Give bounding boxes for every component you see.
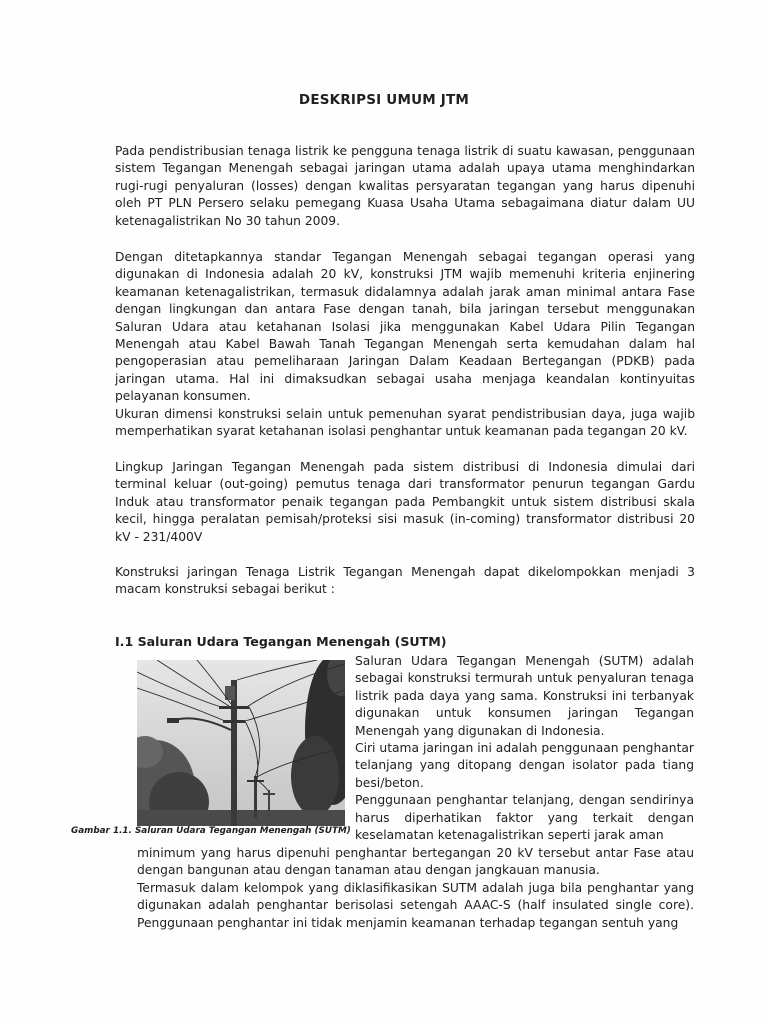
sutm-photo bbox=[137, 660, 345, 826]
side-paragraph-1: Saluran Udara Tegangan Menengah (SUTM) adalah sebagai konstruksi termurah untuk penyaluran tenaga listrik pada daya yang sama. Konstruksi ini terbanyak digunakan untuk konsumen jaringan Tegangan Menengah yang digunakan di Indonesia. bbox=[355, 654, 694, 738]
paragraph-3: Ukuran dimensi konstruksi selain untuk pemenuhan syarat pendistribusian daya, juga wajib memperhatikan syarat ketahanan isolasi penghantar untuk keamanan pada tegangan 20 kV. bbox=[115, 407, 695, 439]
body-paragraph-2: Termasuk dalam kelompok yang diklasifikasikan SUTM adalah juga bila penghantar yang digunakan adalah penghantar berisolasi setengah AAAC-S (half insulated single core). Penggunaan penghantar ini tidak menjamin keamanan terhadap tegangan sentuh yang bbox=[137, 880, 694, 930]
side-paragraph-3: Penggunaan penghantar telanjang, dengan sendirinya harus diperhatikan faktor yang terkait dengan keselamatan ketenagalistrikan seperti jarak aman bbox=[355, 793, 694, 843]
section-heading: I.1 Saluran Udara Tegangan Menengah (SUTM) bbox=[115, 634, 447, 649]
side-paragraph-2: Ciri utama jaringan ini adalah penggunaan penghantar telanjang yang ditopang dengan isolator pada tiang besi/beton. bbox=[355, 741, 694, 790]
body-paragraph-1: minimum yang harus dipenuhi penghantar bertegangan 20 kV tersebut antar Fase atau dengan bangunan atau dengan tanaman atau dengan jangkauan manusia. bbox=[137, 846, 694, 878]
figure-caption: Gambar 1.1. Saluran Udara Tegangan Menengah (SUTM) bbox=[71, 826, 351, 836]
section-body-text bbox=[137, 845, 694, 932]
paragraph-4: Lingkup Jaringan Tegangan Menengah pada sistem distribusi di Indonesia dimulai dari terminal keluar (out-going) pemutus tenaga dari transformator penurun tegangan Gardu Induk atau transformator penaik tegangan pada Pembangkit untuk sistem distribusi skala kecil, hingga peralatan pemisah/proteksi sisi masuk (in-coming) transformator distribusi 20 kV - 231/400V bbox=[115, 460, 695, 544]
paragraph-5: Konstruksi jaringan Tenaga Listrik Tegangan Menengah dapat dikelompokkan menjadi 3 macam konstruksi sebagai berikut : bbox=[115, 565, 695, 597]
paragraph-1: Pada pendistribusian tenaga listrik ke pengguna tenaga listrik di suatu kawasan, penggunaan sistem Tegangan Menengah sebagai jaringan utama adalah upaya utama menghindarkan rugi-rugi penyaluran (losses) dengan kwalitas persyaratan tegangan yang harus dipenuhi oleh PT PLN Persero selaku pemegang Kuasa Usaha Utama sebagaimana diatur dalam UU ketenagalistrikan No 30 tahun 2009. bbox=[115, 144, 695, 228]
section-side-text bbox=[355, 653, 694, 844]
paragraph-2: Dengan ditetapkannya standar Tegangan Menengah sebagai tegangan operasi yang digunakan di Indonesia adalah 20 kV, konstruksi JTM wajib memenuhi kriteria enjinering keamanan ketenagalistrikan, termasuk didalamnya adalah jarak aman minimal antara Fase dengan lingkungan dan antara Fase dengan tanah, bila jaringan tersebut menggunakan Saluran Udara atau ketahanan Isolasi jika menggunakan Kabel Udara Pilin Tegangan Menengah atau Kabel Bawah Tanah Tegangan Menengah serta kemudahan dalam hal pengoperasian atau pemeliharaan Jaringan Dalam Keadaan Bertegangan (PDKB) pada jaringan utama. Hal ini dimaksudkan sebagai usaha menjaga keandalan kontinyuitas pelayanan konsumen. bbox=[115, 250, 695, 404]
document-title: DESKRIPSI UMUM JTM bbox=[298, 92, 470, 108]
